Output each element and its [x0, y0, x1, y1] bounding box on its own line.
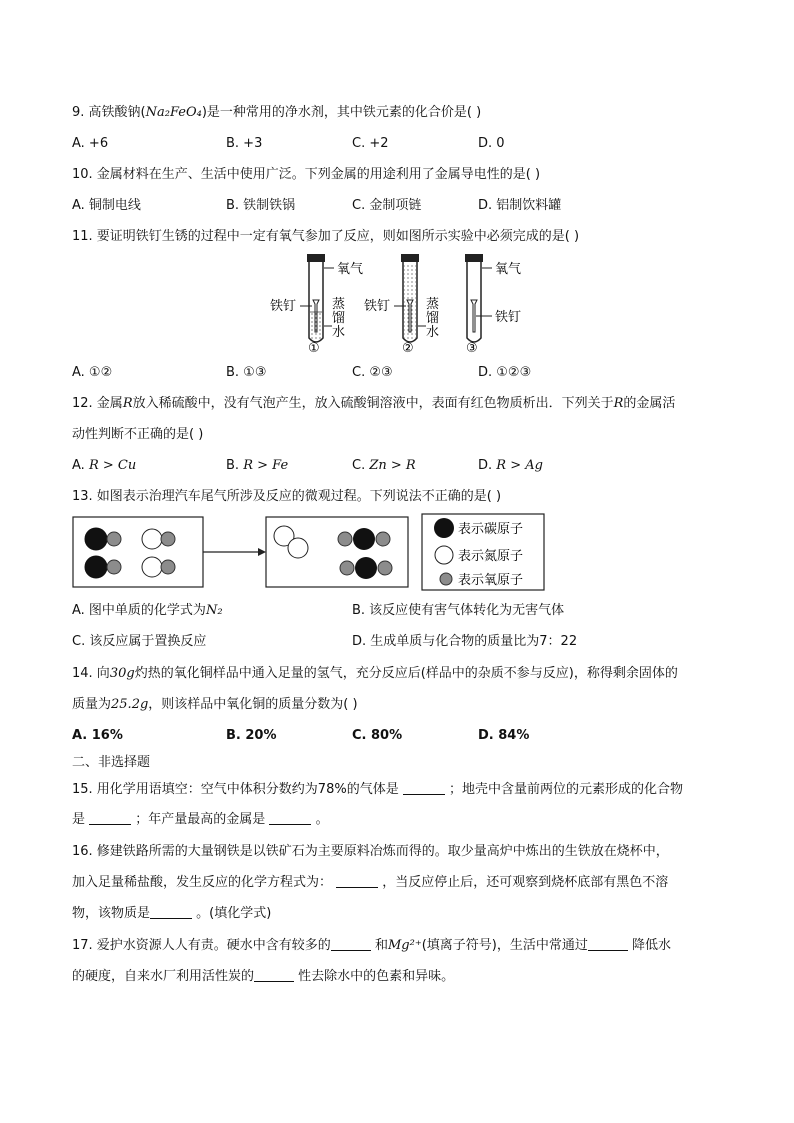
q14-text-c: 质量为	[72, 697, 112, 712]
tube1-water-label-1: 蒸	[332, 297, 346, 312]
no-molecule-2	[142, 557, 175, 577]
q13-option-a-text: A. 图中单质的化学式为	[72, 603, 206, 618]
tube2-water-label-2: 馏	[426, 311, 440, 326]
tube2-number: ②	[402, 341, 414, 356]
q15-blank-3[interactable]	[269, 810, 311, 825]
q12-option-c-expr: Zn > R	[369, 458, 416, 473]
q14-option-d[interactable]: D. 84%	[478, 728, 530, 743]
q16-line3	[72, 904, 271, 924]
q12-option-d-expr: R > Ag	[496, 458, 543, 473]
q17-text-a: 17. 爱护水资源人人有责。硬水中含有较多的	[72, 938, 331, 953]
q15-blank-1[interactable]	[403, 780, 445, 795]
q13-stem: 13. 如图表示治理汽车尾气所涉及反应的微观过程。下列说法不正确的是( )	[72, 489, 502, 504]
tube2-water-label-3: 水	[426, 325, 440, 340]
q13-option-d[interactable]: D. 生成单质与化合物的质量比为7：22	[352, 634, 578, 649]
q16-line1: 16. 修建铁路所需的大量钢铁是以铁矿石为主要原料冶炼而得的。取少量高炉中炼出的生铁放在烧杯中，	[72, 844, 669, 859]
q14-mass-2: 25.2g	[111, 697, 149, 712]
q17-text-e: 的硬度，自来水厂利用活性炭的	[72, 969, 255, 984]
q13-option-b[interactable]: B. 该反应使有害气体转化为无害气体	[352, 603, 565, 618]
q10-option-d[interactable]: D. 铝制饮料罐	[478, 198, 562, 213]
q9-stem-a: 9. 高铁酸钠(	[72, 105, 146, 120]
q17-blank-2[interactable]	[588, 936, 628, 951]
q17-ion: Mg²⁺	[387, 938, 422, 953]
q10-option-c[interactable]: C. 金制项链	[352, 198, 422, 213]
q9-formula: Na₂FeO₄	[145, 105, 202, 120]
legend-oxygen: 表示氧原子	[458, 573, 524, 588]
q16-line2	[72, 873, 668, 893]
tube3-nail-label: 铁钉	[495, 310, 522, 325]
q12-option-b-prefix: B.	[226, 458, 244, 473]
q12-option-a-prefix: A.	[72, 458, 89, 473]
q15-blank-2[interactable]	[89, 810, 131, 825]
q17-blank-3[interactable]	[254, 967, 294, 982]
q9-option-d[interactable]: D. 0	[478, 136, 505, 151]
q12-var-r-2: R	[613, 396, 624, 411]
q17-text-f: 性去除水中的色素和异味。	[298, 969, 455, 984]
q17-text-c: (填离子符号)，生活中常通过	[421, 938, 588, 953]
test-tube-2	[364, 254, 439, 356]
tube1-nail-label: 铁钉	[270, 299, 297, 314]
q10-option-b[interactable]: B. 铁制铁锅	[226, 198, 296, 213]
no-molecule-1	[142, 529, 175, 549]
q9-option-c[interactable]: C. +2	[352, 136, 389, 151]
q12-option-d-prefix: D.	[478, 458, 497, 473]
q12-option-c-prefix: C.	[352, 458, 370, 473]
nitrogen-atom-icon	[435, 546, 453, 564]
q11-option-b[interactable]: B. ①③	[226, 365, 267, 380]
q12-stem-line2: 动性判断不正确的是( )	[72, 427, 204, 442]
q12-stem-line1	[72, 394, 675, 414]
q17-line2	[72, 967, 454, 987]
q14-text-b: 灼热的氧化铜样品中通入足量的氢气，充分反应后(样品中的杂质不参与反应)，称得剩余固体的	[134, 666, 678, 681]
legend-carbon: 表示碳原子	[458, 522, 524, 537]
q9-option-b[interactable]: B. +3	[226, 136, 263, 151]
q17-line1	[72, 936, 671, 956]
q11-stem: 11. 要证明铁钉生锈的过程中一定有氧气参加了反应，则如图所示实验中必须完成的是( )	[72, 229, 580, 244]
q10-stem: 10. 金属材料在生产、生活中使用广泛。下列金属的用途利用了金属导电性的是( )	[72, 167, 541, 182]
q15-line1	[72, 780, 683, 800]
tube3-number: ③	[466, 341, 478, 356]
q12-option-b-expr: R > Fe	[243, 458, 289, 473]
q15-text-d: ；年产量最高的金属是	[135, 812, 266, 827]
q14-option-a[interactable]: A. 16%	[72, 728, 123, 743]
q16-text-b: ，当反应停止后，还可观察到烧杯底部有黑色不溶	[382, 875, 669, 890]
q17-blank-1[interactable]	[331, 936, 371, 951]
test-tube-3	[465, 254, 521, 356]
tube1-water-label-2: 馏	[332, 311, 346, 326]
q12-option-d[interactable]	[478, 456, 543, 476]
tube2-water-label-1: 蒸	[426, 297, 440, 312]
q12-text-b: 放入稀硫酸中，没有气泡产生，放入硫酸铜溶液中，表面有红色物质析出．下列关于	[132, 396, 614, 411]
legend-nitrogen: 表示氮原子	[458, 549, 524, 564]
section-heading: 二、非选择题	[72, 755, 151, 770]
q12-option-a[interactable]	[72, 456, 136, 476]
q16-blank-2[interactable]	[150, 904, 192, 919]
q13-option-c[interactable]: C. 该反应属于置换反应	[72, 634, 207, 649]
q13-option-a-formula: N₂	[205, 603, 223, 618]
q17-text-b: 和	[374, 938, 388, 953]
q9-option-a[interactable]: A. +6	[72, 136, 109, 151]
q14-option-c[interactable]: C. 80%	[352, 728, 403, 743]
q16-text-a: 加入足量稀盐酸，发生反应的化学方程式为：	[72, 875, 333, 890]
q17-text-d: 降低水	[631, 938, 671, 953]
q12-var-r: R	[122, 396, 133, 411]
tube1-gas-label: 氧气	[337, 262, 364, 277]
q12-text-c: 的金属活	[623, 396, 676, 411]
q10-option-a[interactable]: A. 铜制电线	[72, 198, 141, 213]
q14-stem-line2	[72, 695, 358, 715]
q14-option-b[interactable]: B. 20%	[226, 728, 277, 743]
carbon-atom-icon	[434, 518, 454, 538]
q11-experiment-figure	[262, 252, 552, 360]
q16-text-d: 。(填化学式)	[196, 906, 272, 921]
q14-text-a: 14. 向	[72, 666, 110, 681]
q9-stem-b: )是一种常用的净水剂，其中铁元素的化合价是( )	[201, 105, 482, 120]
oxygen-atom-icon	[440, 573, 452, 585]
test-tube-1	[270, 254, 363, 356]
q11-option-a[interactable]: A. ①②	[72, 365, 113, 380]
q15-text-a: 15. 用化学用语填空：空气中体积分数约为78%的气体是	[72, 782, 399, 797]
q15-text-c: 是	[72, 812, 86, 827]
reaction-arrow-icon	[203, 548, 266, 556]
q16-text-c: 物，该物质是	[72, 906, 151, 921]
q12-option-b[interactable]	[226, 456, 288, 476]
q12-text-a: 12. 金属	[72, 396, 123, 411]
q16-blank-1[interactable]	[336, 873, 378, 888]
q15-line2	[72, 810, 329, 830]
q13-option-a[interactable]	[72, 601, 223, 621]
tube2-nail-label: 铁钉	[364, 299, 391, 314]
q14-mass-1: 30g	[109, 666, 135, 681]
q12-option-a-expr: R > Cu	[88, 458, 137, 473]
tube3-gas-label: 氧气	[495, 262, 522, 277]
q15-text-b: ；地壳中含量前两位的元素形成的化合物	[448, 782, 683, 797]
q9-stem	[72, 103, 481, 123]
q11-option-c[interactable]: C. ②③	[352, 365, 393, 380]
q13-reaction-figure	[72, 512, 548, 596]
tube1-number: ①	[308, 341, 320, 356]
q12-option-c[interactable]	[352, 456, 416, 476]
q11-option-d[interactable]: D. ①②③	[478, 365, 532, 380]
q15-text-e: 。	[315, 812, 329, 827]
tube1-water-label-3: 水	[332, 325, 346, 340]
q14-text-d: ，则该样品中氧化铜的质量分数为( )	[148, 697, 358, 712]
q14-stem-line1	[72, 664, 678, 684]
